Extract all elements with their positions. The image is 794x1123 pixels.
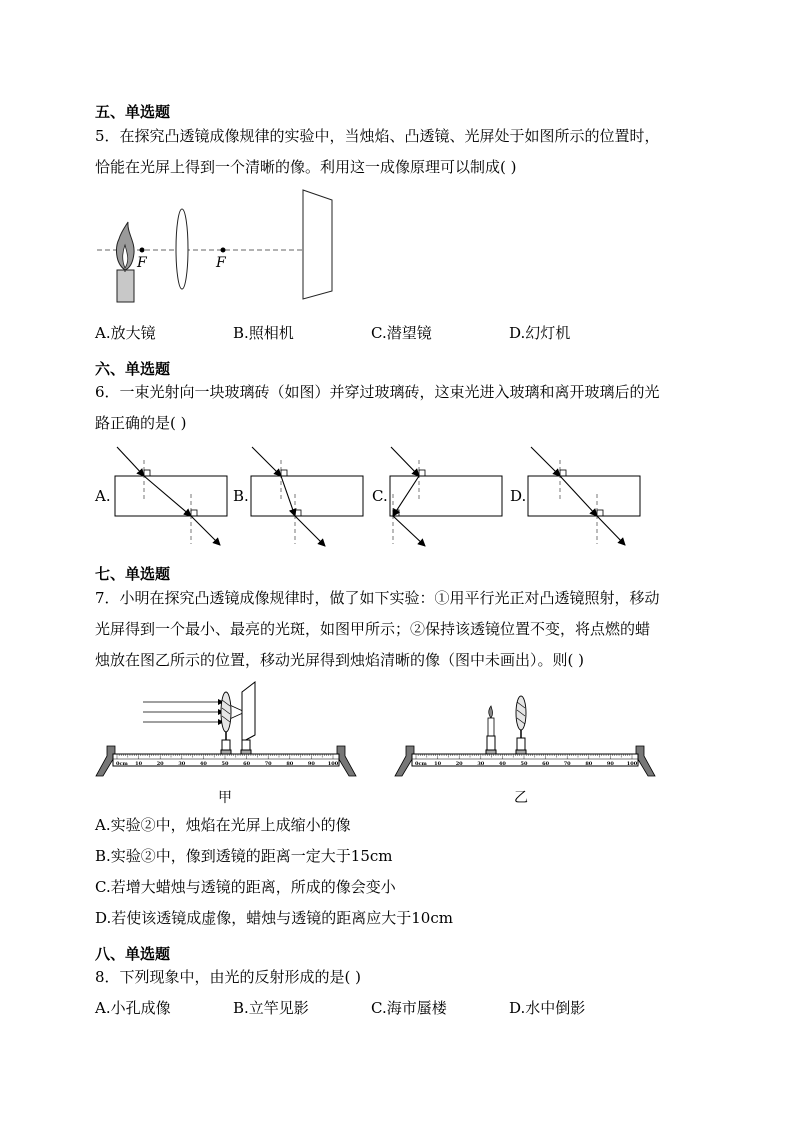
caption-yi: 乙	[514, 790, 528, 806]
q8-option-a[interactable]: A.小孔成像	[95, 999, 171, 1017]
ruler-right-tick-label: 100	[626, 761, 638, 767]
light-screen	[303, 190, 332, 299]
glass-brick-d	[528, 476, 640, 516]
ruler-left-tick-label: 60	[243, 761, 251, 767]
question-5-stem-line-2: 恰能在光屏上得到一个清晰的像。利用这一成像原理可以制成( )	[95, 158, 517, 176]
diagram-d-label: D.	[510, 487, 527, 505]
section-heading-6: 六、单选题	[95, 360, 171, 378]
candle-flame-right	[489, 706, 493, 718]
ray-d-exit	[597, 516, 625, 545]
focal-point-right	[221, 248, 226, 253]
diagram-b	[233, 447, 363, 546]
ruler-right-tick-label: 0cm	[415, 761, 427, 767]
ruler-right-tick-label: 40	[498, 761, 506, 767]
ruler-left-tick-label: 100	[327, 761, 339, 767]
ruler-right-tick-label: 70	[563, 761, 571, 767]
ruler-left-tick-label: 70	[264, 761, 272, 767]
question-5-stem-line-1: 5．在探究凸透镜成像规律的实验中，当烛焰、凸透镜、光屏处于如图所示的位置时，	[95, 127, 660, 145]
glass-brick-a	[115, 476, 227, 516]
section-heading-8: 八、单选题	[95, 945, 171, 963]
ray-b-incident	[252, 447, 281, 476]
question-7-stem-line-3: 烛放在图乙所示的位置，移动光屏得到烛焰清晰的像（图中未画出）。则( )	[95, 651, 584, 669]
convex-lens	[176, 209, 188, 289]
q5-option-b[interactable]: B.照相机	[233, 324, 294, 342]
ruler-left-tick-label: 30	[178, 761, 186, 767]
focal-point-left	[140, 248, 145, 253]
ray-b-exit	[295, 516, 325, 546]
q5-option-d[interactable]: D.幻灯机	[509, 324, 571, 342]
diagram-a-label: A.	[95, 487, 111, 505]
diagram-c	[372, 447, 502, 546]
q8-option-d[interactable]: D.水中倒影	[509, 999, 586, 1017]
ruler-right-tick-label: 60	[542, 761, 550, 767]
optical-bench-figure-left	[95, 680, 357, 805]
diagram-c-label: C.	[372, 487, 388, 505]
ruler-right-tick-label: 90	[606, 761, 614, 767]
question-7-stem-line-1: 7．小明在探究凸透镜成像规律时，做了如下实验：①用平行光正对凸透镜照射，移动	[95, 589, 660, 607]
candle-right	[488, 718, 494, 736]
q8-option-b[interactable]: B.立竿见影	[233, 999, 309, 1017]
lens-experiment-figure	[95, 185, 335, 310]
section-heading-5: 五、单选题	[95, 103, 171, 121]
q7-option-c[interactable]: C.若增大蜡烛与透镜的距离，所成的像会变小	[95, 878, 396, 896]
ruler-right-tick-label: 30	[477, 761, 485, 767]
screen-left	[242, 682, 255, 742]
ruler-left-tick-label: 80	[286, 761, 294, 767]
ruler-left-tick-label: 10	[135, 761, 143, 767]
ray-a-exit	[191, 516, 220, 545]
question-7-stem-line-2: 光屏得到一个最小、最亮的光斑，如图甲所示；②保持该透镜位置不变，将点燃的蜡	[95, 620, 651, 638]
optical-bench-figure-right	[394, 680, 656, 805]
glass-brick-b	[251, 476, 363, 516]
q7-option-d[interactable]: D.若使该透镜成虚像，蜡烛与透镜的距离应大于10cm	[95, 909, 453, 927]
ruler-right-tick-label: 50	[520, 761, 528, 767]
ray-d-incident	[531, 447, 560, 476]
lens-left	[221, 692, 231, 732]
ruler-right-tick-label: 80	[585, 761, 593, 767]
diagram-d	[510, 447, 640, 545]
ruler-left-tick-label: 20	[156, 761, 164, 767]
q8-option-c[interactable]: C.海市蜃楼	[371, 999, 447, 1017]
question-8-stem-line-1: 8．下列现象中，由光的反射形成的是( )	[95, 968, 362, 986]
focal-label-left: F	[137, 255, 147, 271]
q5-option-a[interactable]: A.放大镜	[95, 324, 156, 342]
ray-c-incident	[391, 447, 419, 476]
diagram-a	[94, 447, 227, 545]
q5-option-c[interactable]: C.潜望镜	[371, 324, 432, 342]
ruler-left-tick-label: 90	[307, 761, 315, 767]
caption-jia: 甲	[218, 790, 232, 806]
candle	[117, 270, 134, 302]
section-heading-7: 七、单选题	[95, 565, 171, 583]
ruler-right-tick-label: 20	[455, 761, 463, 767]
diagram-b-label: B.	[233, 487, 249, 505]
question-6-stem-line-1: 6．一束光射向一块玻璃砖（如图）并穿过玻璃砖，这束光进入玻璃和离开玻璃后的光	[95, 383, 660, 401]
glass-brick-figures	[95, 440, 635, 555]
ruler-left-tick-label: 40	[199, 761, 207, 767]
ruler-left-tick-label: 50	[221, 761, 229, 767]
q7-option-b[interactable]: B.实验②中，像到透镜的距离一定大于15cm	[95, 847, 393, 865]
ruler-left-tick-label: 0cm	[116, 761, 128, 767]
ray-a-incident	[117, 447, 144, 476]
ruler-right-tick-label: 10	[434, 761, 442, 767]
q7-option-a[interactable]: A.实验②中，烛焰在光屏上成缩小的像	[95, 816, 351, 834]
question-6-stem-line-2: 路正确的是( )	[95, 414, 187, 432]
ray-c-exit	[393, 516, 425, 546]
focal-label-right: F	[216, 255, 226, 271]
glass-brick-c	[390, 476, 502, 516]
